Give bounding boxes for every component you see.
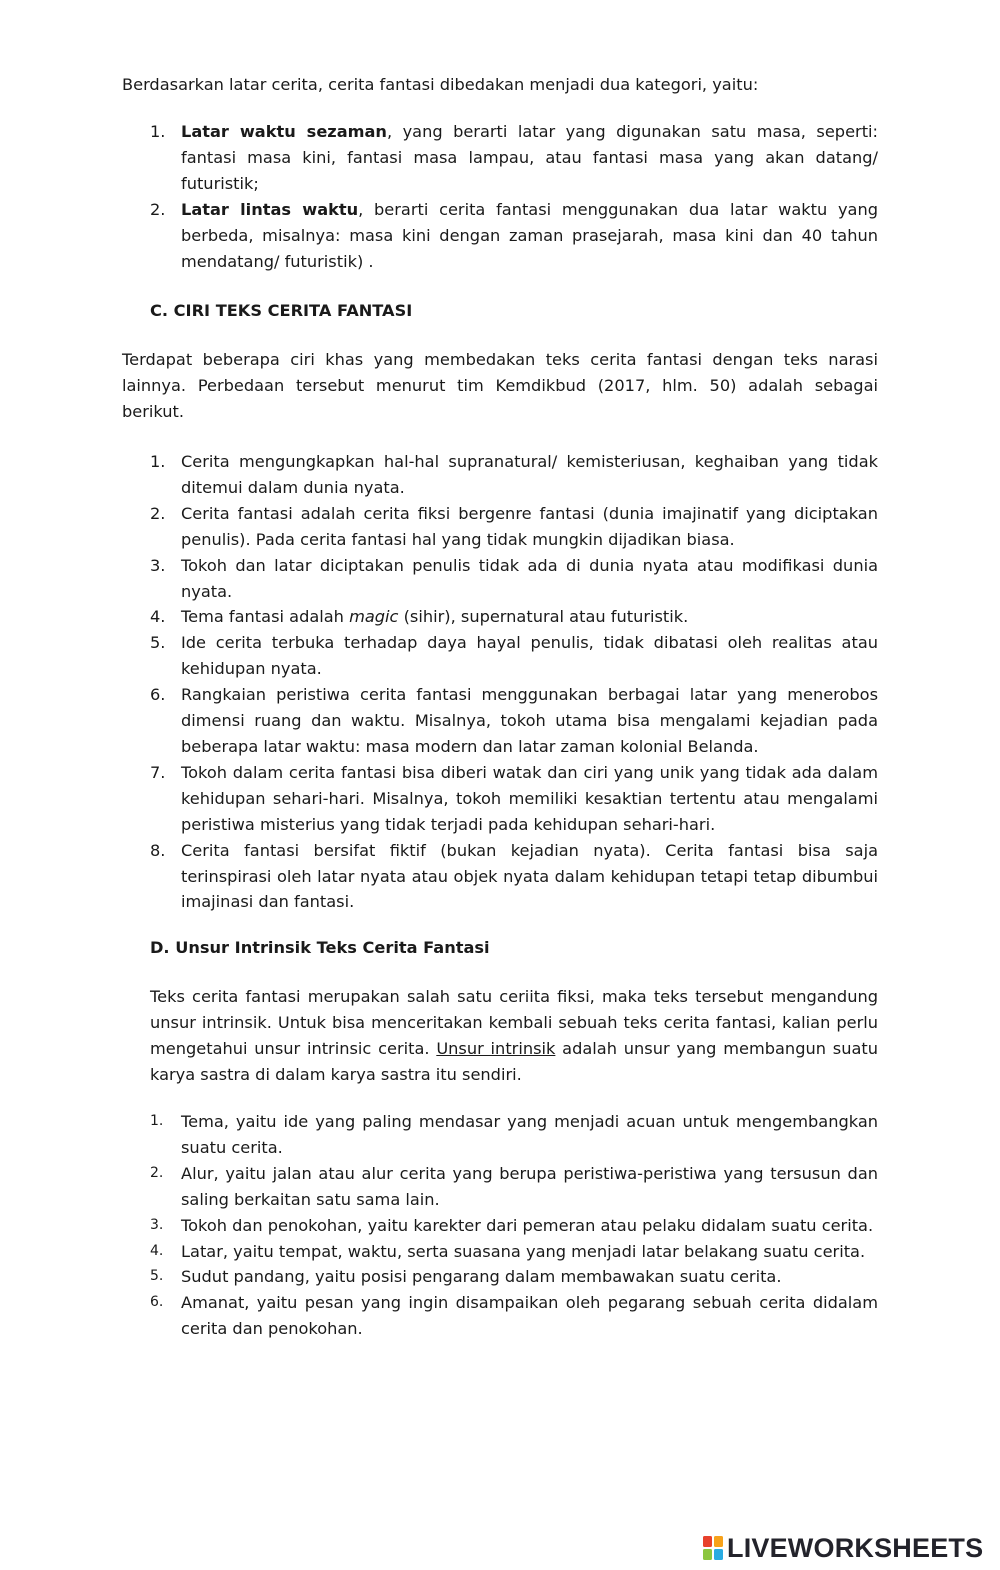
list-item (150, 682, 878, 760)
list-item (150, 1109, 878, 1161)
item-text: Tokoh dalam cerita fantasi bisa diberi watak dan ciri yang unik yang tidak ada dalam kehidupan sehari-hari. Misalnya, tokoh memiliki kesaktian tertentu atau mengalami peristiwa misterius yang tidak terjadi pada kehidupan sehari-hari. (181, 762, 878, 834)
item-text-pre: Tema fantasi adalah (181, 607, 350, 627)
item-text: , berarti cerita fantasi menggunakan dua latar waktu yang berbeda, misalnya: masa kini dengan zaman prasejarah, masa kini dan 40 tahun mendatang/ futuristik) . (181, 199, 879, 271)
list-item (150, 760, 878, 838)
item-text-post: (sihir), supernatural atau futuristik. (398, 607, 689, 627)
item-text-italic: magic (349, 607, 399, 627)
item-number: 3. (150, 555, 166, 575)
item-number: 5. (150, 1268, 164, 1285)
liveworksheets-brand[interactable] (702, 1533, 983, 1563)
item-text: Tokoh dan penokohan, yaitu karekter dari pemeran atau pelaku didalam suatu cerita. (181, 1215, 874, 1235)
item-text: Alur, yaitu jalan atau alur cerita yang berupa peristiwa-peristiwa yang tersusun dan saling berkaitan satu sama lain. (181, 1163, 878, 1209)
ciri-list (150, 449, 878, 915)
item-text: Rangkaian peristiwa cerita fantasi menggunakan berbagai latar yang menerobos dimensi ruang dan waktu. Misalnya, tokoh utama bisa mengalami kejadian pada beberapa latar waktu: masa modern dan latar zaman kolonial Belanda. (181, 685, 878, 756)
section-d-paragraph (150, 984, 878, 1088)
list-item (150, 630, 878, 682)
item-text: Amanat, yaitu pesan yang ingin disampaikan oleh pegarang sebuah cerita didalam cerita dan penokohan. (181, 1293, 878, 1339)
item-text: Tokoh dan latar diciptakan penulis tidak ada di dunia nyata atau modifikasi dunia nyata. (181, 555, 878, 601)
unsur-list (150, 1109, 878, 1342)
list-item (150, 604, 878, 630)
section-c-paragraph: Terdapat beberapa ciri khas yang membedakan teks cerita fantasi dengan teks narasi lainnya. Perbedaan tersebut menurut tim Kemdikbud (2017, hlm. 50) adalah sebagai berikut. (122, 350, 878, 421)
list-item (150, 1239, 878, 1265)
section-c-heading: C. CIRI TEKS CERITA FANTASI (150, 301, 413, 320)
brand-name: LIVEWORKSHEETS (727, 1533, 984, 1563)
item-number: 5. (150, 633, 166, 653)
paragraph-text: adalah unsur yang membangun suatu karya sastra di dalam karya sastra itu sendiri. (150, 1038, 878, 1084)
item-number: 3. (150, 1216, 164, 1233)
liveworksheets-logo-icon (702, 1535, 724, 1561)
item-number: 4. (150, 607, 166, 627)
item-number: 1. (150, 1113, 164, 1129)
item-text: Sudut pandang, yaitu posisi pengarang dalam membawakan suatu cerita. (181, 1267, 782, 1287)
list-item (150, 1290, 878, 1342)
item-number: 1. (150, 452, 166, 471)
list-item (150, 449, 878, 501)
underlined-term: Unsur intrinsik (436, 1038, 556, 1058)
list-item (150, 1161, 878, 1213)
kategori-list (150, 119, 878, 274)
item-number: 4. (150, 1242, 164, 1259)
logo-block (714, 1549, 723, 1560)
item-term: Latar lintas waktu (181, 199, 359, 219)
item-term: Latar waktu sezaman (181, 122, 387, 141)
list-item (150, 197, 878, 275)
item-text: Ide cerita terbuka terhadap daya hayal penulis, tidak dibatasi oleh realitas atau kehidupan nyata. (181, 633, 878, 679)
item-number: 1. (150, 122, 166, 141)
list-item (150, 501, 878, 553)
item-text: , yang berarti latar yang digunakan satu masa, seperti: fantasi masa kini, fantasi masa lampau, atau fantasi masa yang akan datang/ futuristik; (181, 122, 878, 193)
item-number: 6. (150, 685, 166, 705)
item-number: 2. (150, 503, 166, 523)
list-item (150, 1264, 878, 1290)
list-item (150, 1213, 878, 1239)
logo-block (714, 1536, 723, 1547)
item-number: 2. (150, 1164, 164, 1181)
logo-block (703, 1536, 712, 1547)
logo-block (703, 1549, 712, 1560)
list-item (150, 838, 878, 916)
list-item (150, 119, 878, 197)
intro-paragraph: Berdasarkan latar cerita, cerita fantasi dibedakan menjadi dua kategori, yaitu: (122, 75, 759, 94)
item-number: 6. (150, 1294, 164, 1311)
item-number: 2. (150, 199, 166, 219)
item-text: Cerita fantasi bersifat fiktif (bukan kejadian nyata). Cerita fantasi bisa saja terinspirasi oleh latar nyata atau objek nyata dalam kehidupan tetapi tetap dibumbui imajinasi dan fantasi. (181, 840, 878, 912)
section-d-heading: D. Unsur Intrinsik Teks Cerita Fantasi (150, 938, 490, 957)
item-number: 7. (150, 762, 166, 782)
item-text: Cerita mengungkapkan hal-hal supranatural/ kemisteriusan, keghaiban yang tidak ditemui dalam dunia nyata. (181, 452, 878, 497)
item-text: Latar, yaitu tempat, waktu, serta suasana yang menjadi latar belakang suatu cerita. (181, 1241, 866, 1261)
paragraph-text: Teks cerita fantasi merupakan salah satu ceriita fiksi, maka teks tersebut mengandung unsur intrinsik. Untuk bisa menceritakan kembali sebuah teks cerita fantasi, kalian perlu mengetahui unsur intrinsic cerita. (150, 987, 878, 1058)
list-item (150, 553, 878, 605)
item-text: Cerita fantasi adalah cerita fiksi bergenre fantasi (dunia imajinatif yang diciptakan penulis). Pada cerita fantasi hal yang tidak mungkin dijadikan biasa. (181, 503, 878, 549)
item-number: 8. (150, 840, 166, 860)
item-text: Tema, yaitu ide yang paling mendasar yang menjadi acuan untuk mengembangkan suatu cerita. (181, 1112, 878, 1157)
